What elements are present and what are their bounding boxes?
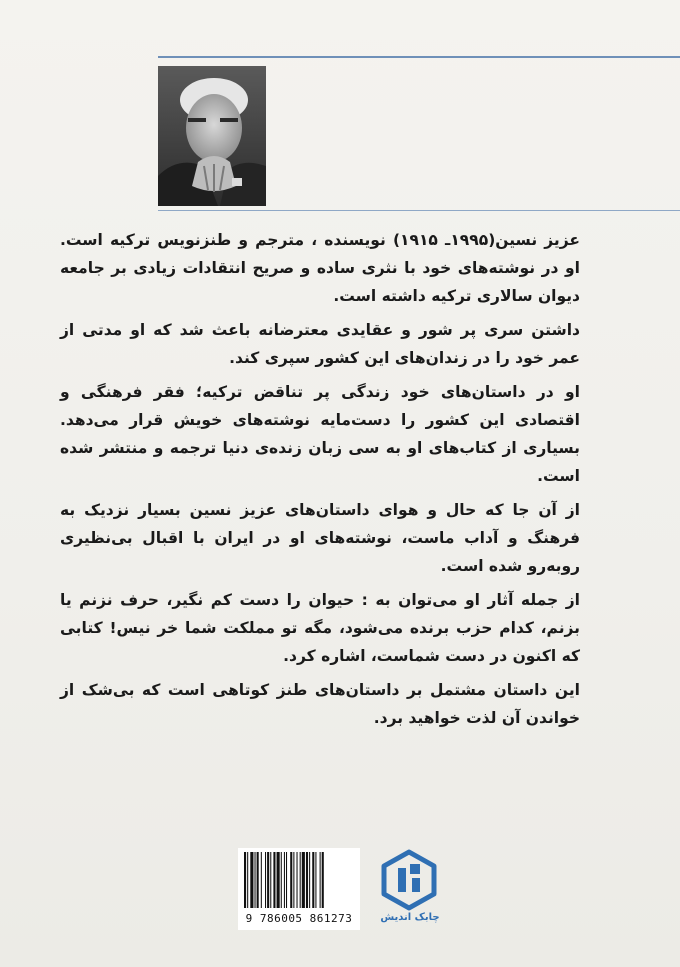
barcode-bar [300, 852, 301, 908]
paragraph-works: از جمله آثار او می‌توان به : حیوان را دست کم نگیر، حرف نزنم یا بزنم، کدام حزب برنده می‌شود، مگه تو مملکت شما خر نیس! کتابی که اکنون در دست شماست، اشاره کرد. [60, 591, 580, 665]
paragraph-prison: داشتن سری پر شور و عقایدی معترضانه باعث شد که او مدتی از عمر خود را در زندان‌های این کشور سپری کند. [60, 321, 580, 367]
barcode-bar [261, 852, 262, 908]
publisher-logo-icon [378, 848, 440, 938]
barcode-bar [320, 852, 321, 908]
top-divider [158, 56, 680, 58]
barcode-bar [247, 852, 248, 908]
barcode-bar [315, 852, 316, 908]
barcode-bar [257, 852, 259, 908]
author-photo [158, 66, 266, 206]
barcode-bar [286, 852, 287, 908]
barcode-bar [244, 852, 246, 908]
barcode-bar [312, 852, 314, 908]
publisher-name: چابک اندیش [380, 912, 440, 923]
barcode-bar [290, 852, 292, 908]
barcode-bar [306, 852, 308, 908]
barcode-bar [255, 852, 256, 908]
barcode-bar [284, 852, 285, 908]
barcode-bar [309, 852, 310, 908]
barcode-bar [267, 852, 269, 908]
barcode-bar [270, 852, 271, 908]
barcode-bar [322, 852, 324, 908]
paragraph-intro: عزیز نسین(۱۹۹۵ـ ۱۹۱۵) نویسنده ، مترجم و طنزنویس ترکیه است. او در نوشته‌های خود با نثری ساده و صریح انتقادات زیادی بر جامعه دیوان سالاری ترکیه داشته است. [60, 231, 580, 305]
paragraph-closing: این داستان مشتمل بر داستان‌های طنز کوتاهی است که بی‌شک از خواندن آن لذت خواهید برد. [60, 681, 580, 727]
barcode-bar [277, 852, 280, 908]
barcode-bar [273, 852, 275, 908]
paragraph-themes: او در داستان‌های خود زندگی پر تناقض ترکیه؛ فقر فرهنگی و اقتصادی این کشور را دست‌مایه نوشته‌های خویش قرار می‌دهد. بسیاری از کتاب‌های او به سی زبان زنده‌ی دنیا ترجمه و منتشر شده است. [60, 383, 580, 485]
photo-divider [158, 210, 680, 211]
barcode-bar [293, 852, 294, 908]
isbn-number: 9 786005 861273 [238, 912, 360, 930]
barcode-bar [297, 852, 298, 908]
paragraph-iran: از آن جا که حال و هوای داستان‌های عزیز نسین بسیار نزدیک به فرهنگ و آداب ماست، نوشته‌های او در ایران با اقبال بی‌نظیری روبه‌رو شده است. [60, 501, 580, 575]
barcode-bar [302, 852, 305, 908]
barcode-bar [281, 852, 282, 908]
back-cover-text [60, 226, 580, 738]
barcode-bar [265, 852, 266, 908]
barcode-bar [250, 852, 253, 908]
